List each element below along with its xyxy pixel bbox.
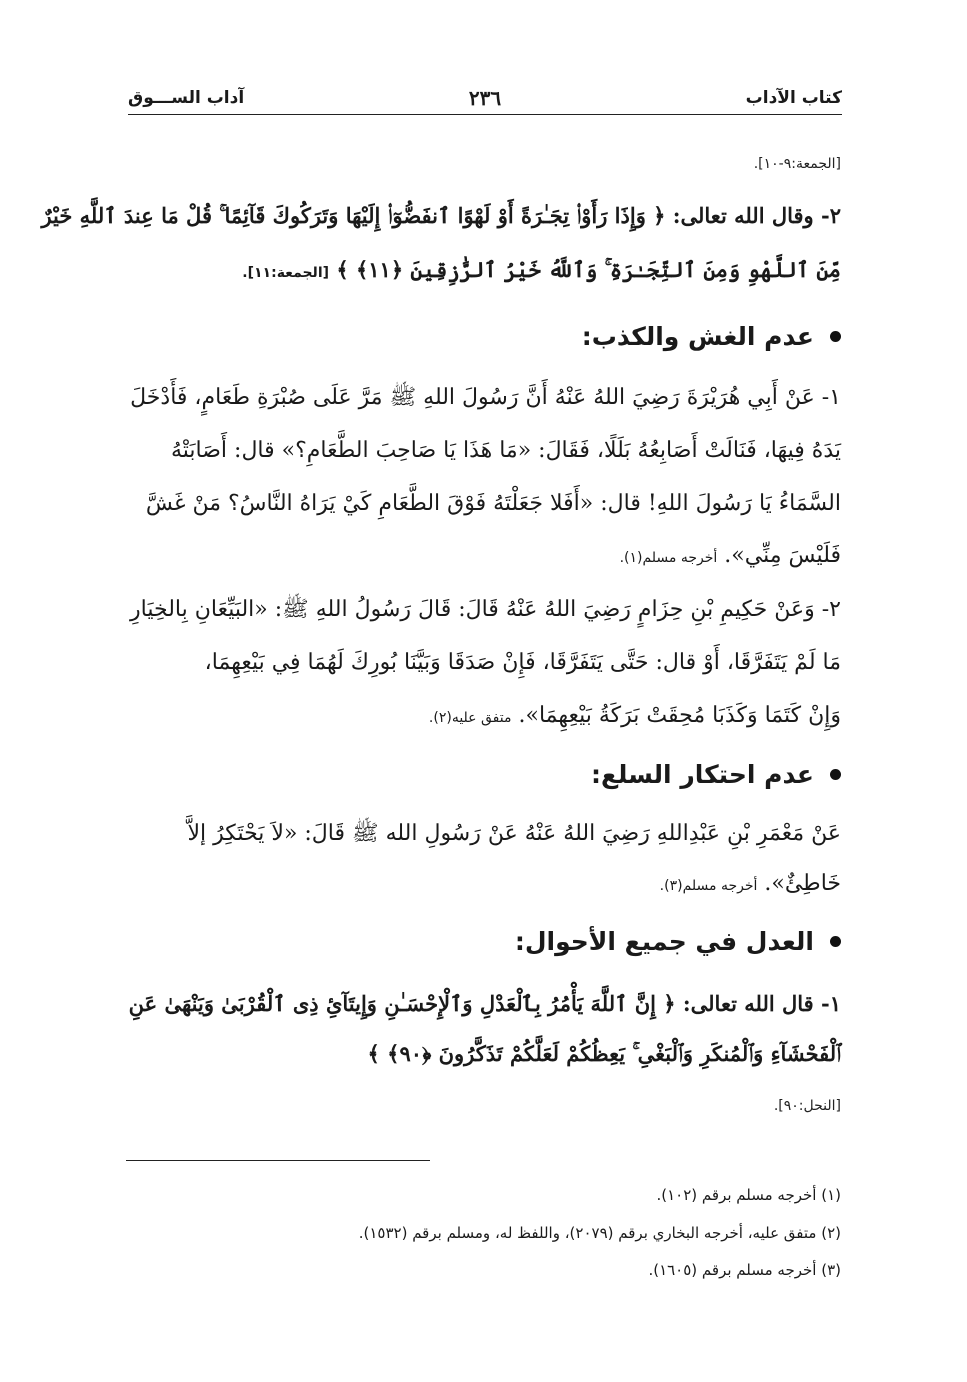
book-title: كتاب الآداب bbox=[745, 88, 842, 108]
hadith1-line3: السَّمَاءُ يَا رَسُولَ اللهِ! قال: «أَفَلا جَعَلْتَهُ فَوْقَ الطَّعَامِ كَيْ يَرَاهُ النَّاسُ؟ مَنْ غَشَّ bbox=[145, 491, 841, 516]
bullet-icon bbox=[830, 936, 841, 947]
section-heading-no-cheating: عدم الغش والكذب: bbox=[582, 322, 841, 351]
chapter-title: آداب الســـوق bbox=[128, 88, 245, 108]
bullet-icon bbox=[830, 331, 841, 342]
hadith3-line2: خَاطِئٌ». أخرجه مسلم(٣). bbox=[659, 871, 841, 896]
hadith1-line4: فَلَيْسَ مِنِّي». أخرجه مسلم(١). bbox=[619, 543, 841, 568]
footnote-1: (١) أخرجه مسلم برقم (١٠٢). bbox=[656, 1186, 841, 1204]
hadith1-source: أخرجه مسلم(١). bbox=[619, 550, 718, 566]
footnote-2: (٢) متفق عليه، أخرجه البخاري برقم (٢٠٧٩)، واللفظ له، ومسلم برقم (١٥٣٢). bbox=[358, 1224, 841, 1242]
page-header bbox=[128, 84, 842, 115]
hadith2-line2: مَا لَمْ يَتَفَرَّقَا، أَوْ قال: حَتَّى يَتَفَرَّقَا، فَإِنْ صَدَقَا وَبَيَّنَا بُورِكَ لَهُمَا فِي بَيْعِهِمَا، bbox=[204, 650, 841, 675]
hadith3-line1: عَنْ مَعْمَرِ بْنِ عَبْدِاللهِ رَضِيَ اللهُ عَنْهُ عَنْ رَسُولِ الله ﷺ قَالَ: «لاَ يَحْتَكِرُ إلاَّ bbox=[187, 821, 841, 846]
hadith1-line2: يَدَهُ فِيهَا، فَنَالَتْ أَصَابِعُهُ بَلَلًا، فَقَالَ: «مَا هَذَا يَا صَاحِبَ الطَّعَامِ؟» قال: أَصَابَتْهُ bbox=[170, 438, 841, 463]
verse2-text: مِّنَ ٱللَّهْوِ وَمِنَ ٱلتِّجَـٰرَةِ ۚ وَٱللَّهُ خَيْرُ ٱلرَّٰزِقِينَ ﴿١١﴾ ﴾ bbox=[336, 257, 841, 282]
verse2-reference: [الجمعة:١١]. bbox=[242, 265, 330, 281]
hadith2-line3: وَإِنْ كَتَمَا وَكَذَبَا مُحِقَتْ بَرَكَةُ بَيْعِهِمَا». متفق عليه(٢). bbox=[428, 703, 841, 728]
bullet-icon bbox=[830, 769, 841, 780]
section-heading-justice: العدل في جميع الأحوال: bbox=[515, 927, 841, 956]
section-heading-no-hoarding: عدم احتكار السلع: bbox=[591, 760, 841, 789]
hadith3-source: أخرجه مسلم(٣). bbox=[659, 878, 758, 894]
verse3-line2: ٱلْفَحْشَآءِ وَٱلْمُنكَرِ وَٱلْبَغْىِ ۚ يَعِظُكُمْ لَعَلَّكُمْ تَذَكَّرُونَ ﴿٩٠﴾ ﴾ bbox=[367, 1041, 841, 1066]
verse3-reference: [النحل:٩٠]. bbox=[773, 1098, 841, 1114]
top-reference: [الجمعة:٩-١٠]. bbox=[753, 156, 841, 172]
hadith2-source: متفق عليه(٢). bbox=[428, 710, 512, 726]
hadith2-line1: ٢- وَعَنْ حَكِيمِ بْنِ حِزَامٍ رَضِيَ اللهُ عَنْهُ قَالَ: قَالَ رَسُولُ اللهِ ﷺ: «البَيِّعَانِ بِالخِيَارِ bbox=[130, 597, 841, 622]
footnote-separator bbox=[126, 1160, 430, 1161]
verse3-line1: ١- قال الله تعالى: ﴿ إِنَّ ٱللَّهَ يَأْمُرُ بِٱلْعَدْلِ وَٱلْإِحْسَـٰنِ وَإِيتَآئِ ذِى ٱلْقُرْبَىٰ وَيَنْهَىٰ عَنِ bbox=[128, 991, 841, 1016]
verse2-line2 bbox=[126, 254, 841, 289]
footnote-3: (٣) أخرجه مسلم برقم (١٦٠٥). bbox=[648, 1261, 841, 1279]
page-number: ٢٣٦ bbox=[468, 86, 502, 110]
verse2-line1: ٢- وقال الله تعالى: ﴿ وَإِذَا رَأَوْا۟ تِجَـٰرَةً أَوْ لَهْوًا ٱنفَضُّوٓا۟ إِلَيْهَا وَتَرَكُوكَ قَآئِمًا ۚ قُلْ مَا عِندَ ٱللَّهِ خَيْرٌ bbox=[41, 203, 841, 228]
hadith1-line1: ١- عَنْ أَبِي هُرَيْرَةَ رَضِيَ اللهُ عَنْهُ أَنَّ رَسُولَ اللهِ ﷺ مَرَّ عَلَى صُبْرَةِ طَعَامٍ، فَأَدْخَلَ bbox=[130, 385, 841, 410]
